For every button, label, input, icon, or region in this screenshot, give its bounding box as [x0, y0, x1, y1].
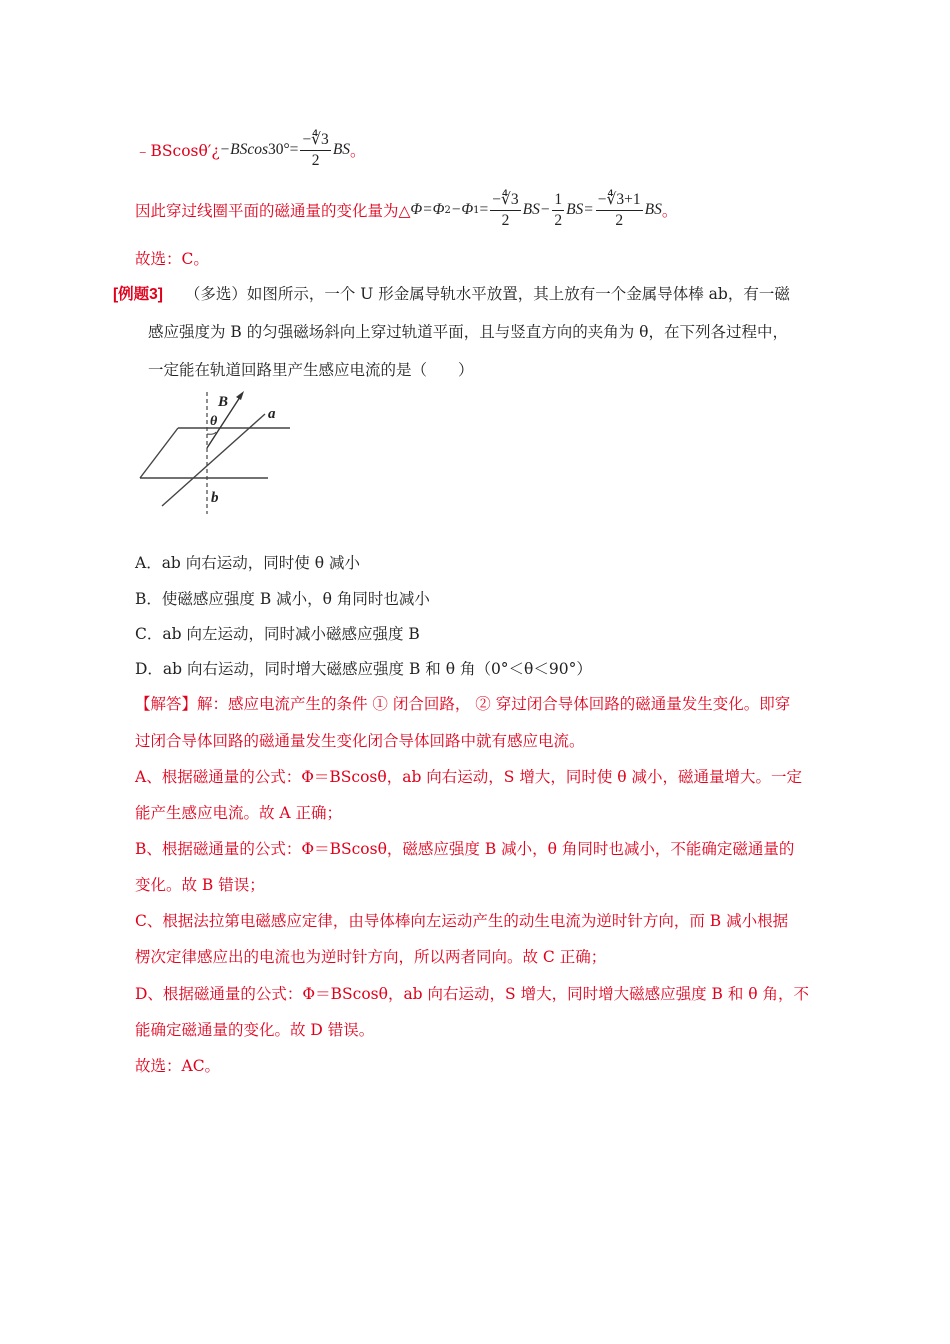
label-b: b: [211, 490, 219, 506]
answer-intro-2: 过闭合导体回路的磁通量发生变化闭合导体回路中就有感应电流。: [135, 732, 585, 750]
formula-bscos: −BScos: [219, 141, 268, 158]
example-line-3: 一定能在轨道回路里产生感应电流的是（ ）: [148, 361, 474, 379]
phi-sub-1: 1: [473, 204, 480, 216]
fraction-3-numerator: −∜3+1: [596, 190, 643, 211]
fraction-1: [490, 190, 520, 231]
formula-bs: BS: [332, 141, 351, 158]
formula-fraction: [300, 130, 330, 171]
answer-c-1: C、根据法拉第电磁感应定律，由导体棒向左运动产生的动生电流为逆时针方向，而 B 减小根据: [135, 912, 789, 930]
example-text-1: （多选）如图所示，一个 U 形金属导轨水平放置，其上放有一个金属导体棒 ab，有一磁: [184, 285, 790, 303]
bs-minus: BS−: [522, 201, 551, 218]
delta-end: 。: [661, 202, 678, 220]
example-tag: [例题3]: [113, 286, 163, 303]
option-b: B．使磁感应强度 B 减小，θ 角同时也减小: [135, 590, 430, 608]
answer-d-2: 能确定磁通量的变化。故 D 错误。: [135, 1021, 375, 1039]
fraction-2-denominator: 2: [554, 211, 563, 229]
physics-figure: [130, 388, 300, 522]
rail-diagram: [130, 388, 300, 518]
label-B: B: [218, 394, 229, 410]
example-line-2: 感应强度为 B 的匀强磁场斜向上穿过轨道平面，且与竖直方向的夹角为 θ，在下列各过程中，: [148, 323, 789, 341]
answer-d-1: D、根据磁通量的公式：Φ＝BScosθ，ab 向右运动，S 增大，同时增大磁感应强度 B 和 θ 角，不: [135, 985, 810, 1003]
angle-arc: [207, 432, 216, 434]
delta-flux-line: [135, 188, 677, 232]
phi-expr: Φ=Φ: [410, 201, 445, 218]
formula-prefix: ﹣BScosθ′¿: [135, 142, 220, 160]
fraction-numerator: −∜3: [300, 130, 330, 151]
example-line-1: [113, 282, 790, 304]
bs-final: BS: [644, 201, 662, 218]
label-a: a: [268, 406, 276, 422]
option-d: D．ab 向右运动，同时增大磁感应强度 B 和 θ 角（0°＜θ＜90°）: [135, 660, 592, 678]
choice-line-2: 故选：AC。: [135, 1057, 221, 1075]
answer-b-2: 变化。故 B 错误；: [135, 876, 265, 894]
option-c: C．ab 向左运动，同时减小磁感应强度 B: [135, 625, 420, 643]
answer-a-2: 能产生感应电流。故 A 正确；: [135, 804, 343, 822]
label-theta: θ: [210, 414, 218, 429]
equals: =: [479, 201, 489, 218]
formula-line-1: [135, 128, 366, 172]
delta-text: 因此穿过线圈平面的磁通量的变化量为△: [135, 202, 411, 220]
fraction-2: [552, 190, 564, 231]
b-field-arrowhead: [236, 391, 244, 400]
bs-equals: BS=: [566, 201, 594, 218]
fraction-3-denominator: 2: [615, 211, 624, 229]
answer-c-2: 楞次定律感应出的电流也为逆时针方向，所以两者同向。故 C 正确；: [135, 948, 607, 966]
choice-line-1: 故选：C。: [135, 250, 209, 268]
phi-sub-2: 2: [444, 204, 451, 216]
rail-left: [140, 428, 178, 478]
fraction-denominator: 2: [311, 151, 320, 169]
answer-b-1: B、根据磁通量的公式：Φ＝BScosθ，磁感应强度 B 减小，θ 角同时也减小，不能确定磁通量的: [135, 840, 795, 858]
formula-end: 。: [350, 142, 366, 160]
fraction-3: [596, 190, 643, 231]
answer-a-1: A、根据磁通量的公式：Φ＝BScosθ，ab 向右运动，S 增大，同时使 θ 减小，磁通量增大。一定: [135, 768, 803, 786]
fraction-2-numerator: 1: [552, 190, 564, 211]
option-a: A．ab 向右运动，同时使 θ 减小: [135, 554, 360, 572]
fraction-1-denominator: 2: [501, 211, 510, 229]
minus-phi: −Φ: [450, 201, 474, 218]
formula-angle: 30°=: [267, 141, 299, 158]
answer-intro-1: 【解答】解：感应电流产生的条件 ① 闭合回路， ② 穿过闭合导体回路的磁通量发生变化。即穿: [135, 695, 791, 713]
fraction-1-numerator: −∜3: [490, 190, 520, 211]
